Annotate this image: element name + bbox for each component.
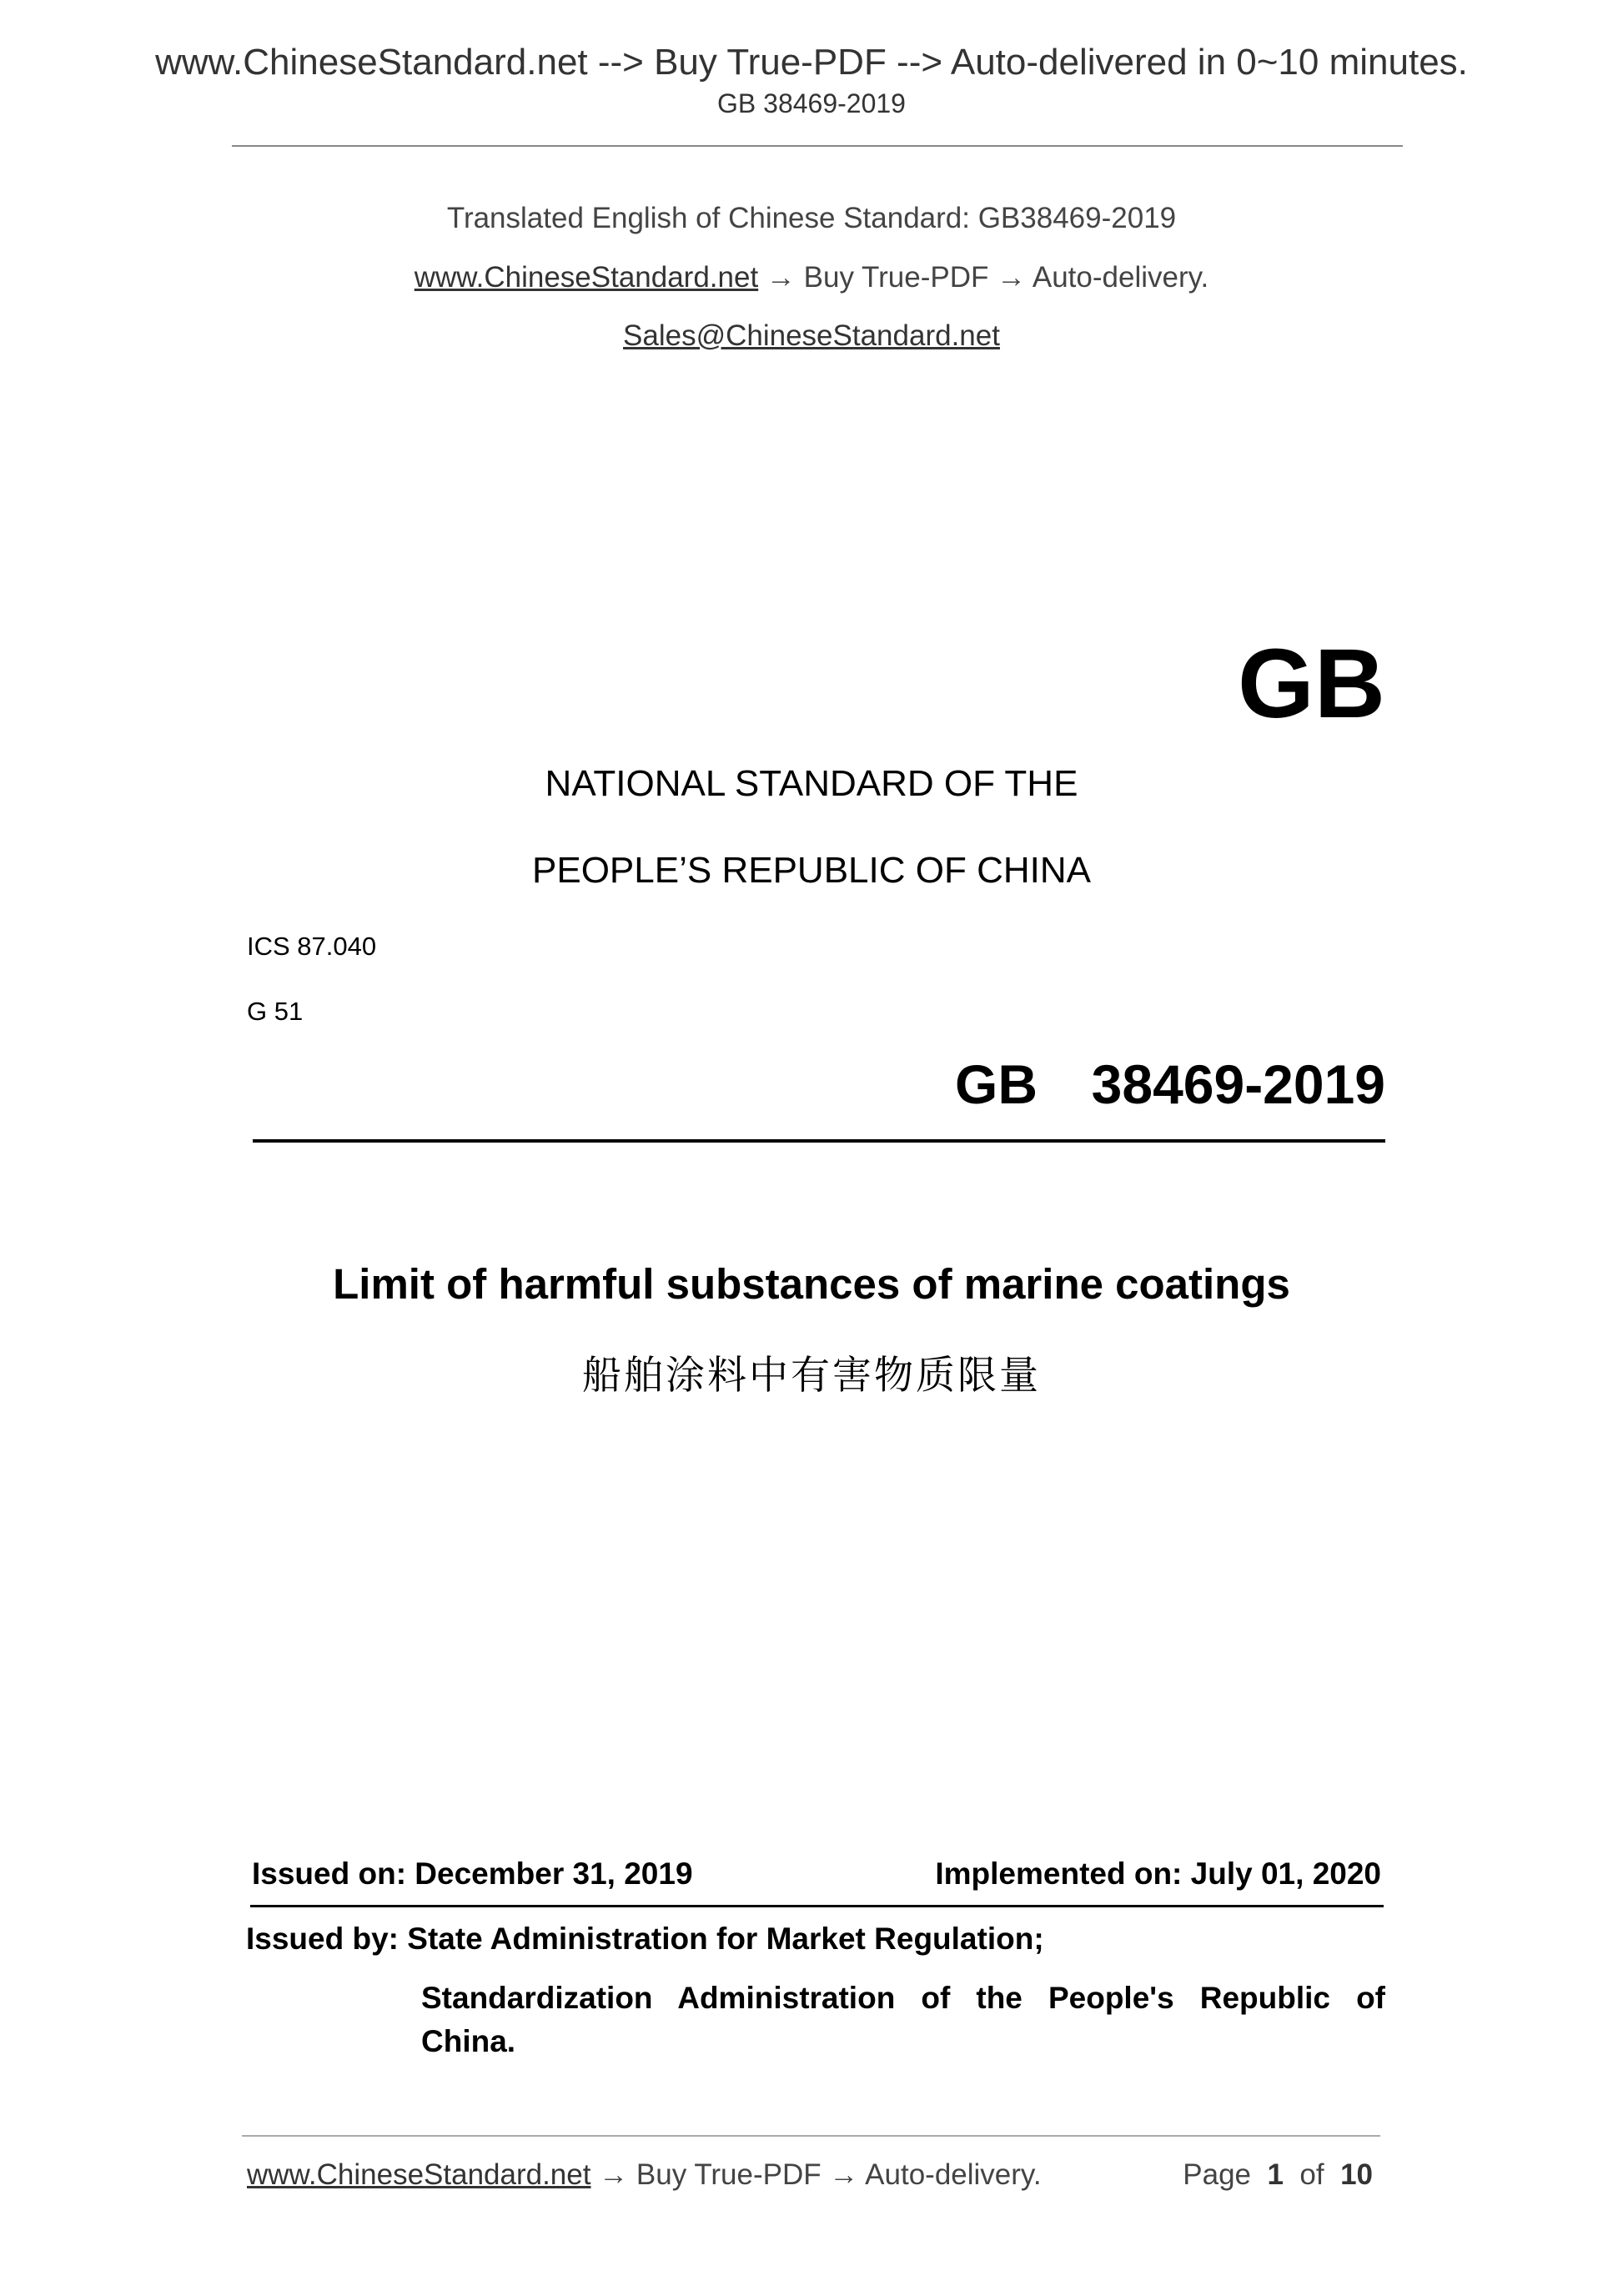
page-of: of xyxy=(1299,2158,1324,2191)
issued-on: Issued on: December 31, 2019 xyxy=(252,1856,693,1891)
email-line xyxy=(0,319,1623,353)
ics-code: ICS 87.040 xyxy=(247,932,377,961)
page-total: 10 xyxy=(1340,2158,1373,2191)
page-current: 1 xyxy=(1267,2158,1284,2191)
footer-site xyxy=(247,2158,1042,2192)
issued-by-line3: China. xyxy=(421,2024,516,2058)
issued-by: Issued by: State Administration for Market Regulation; xyxy=(246,1922,1044,1956)
gb-logo: GB xyxy=(1238,629,1385,739)
footer-site-suffix: → Buy True-PDF → Auto-delivery. xyxy=(590,2158,1042,2191)
header-divider xyxy=(232,145,1403,147)
site-line xyxy=(0,261,1623,294)
footer-divider xyxy=(242,2135,1380,2137)
page-indicator xyxy=(1183,2158,1373,2192)
footer-site-link[interactable]: www.ChineseStandard.net xyxy=(247,2158,591,2191)
translated-note: Translated English of Chinese Standard: GB38469-2019 xyxy=(446,202,1177,234)
page-label: Page xyxy=(1183,2158,1252,2191)
issued-by-line2: Standardization Administration of the People's Republic of xyxy=(421,1981,1385,2015)
header-banner: www.ChineseStandard.net --> Buy True-PDF --> Auto-delivered in 0~10 minutes. xyxy=(155,42,1468,83)
email-link[interactable]: Sales@ChineseStandard.net xyxy=(623,319,1000,352)
national-standard-line2: PEOPLE’S REPUBLIC OF CHINA xyxy=(532,850,1091,891)
national-standard-line1: NATIONAL STANDARD OF THE xyxy=(545,763,1078,804)
g-code: G 51 xyxy=(247,997,304,1026)
standard-number: GB 38469-2019 xyxy=(954,1053,1385,1115)
title-chinese: 船舶涂料中有害物质限量 xyxy=(582,1353,1041,1399)
implemented-on: Implemented on: July 01, 2020 xyxy=(935,1856,1381,1891)
dates-divider xyxy=(250,1905,1384,1907)
header-code: GB 38469-2019 xyxy=(717,88,906,118)
title-english: Limit of harmful substances of marine coatings xyxy=(333,1260,1290,1308)
site-link[interactable]: www.ChineseStandard.net xyxy=(414,261,759,294)
site-line-suffix: → Buy True-PDF → Auto-delivery. xyxy=(758,261,1209,294)
title-divider xyxy=(253,1139,1385,1143)
